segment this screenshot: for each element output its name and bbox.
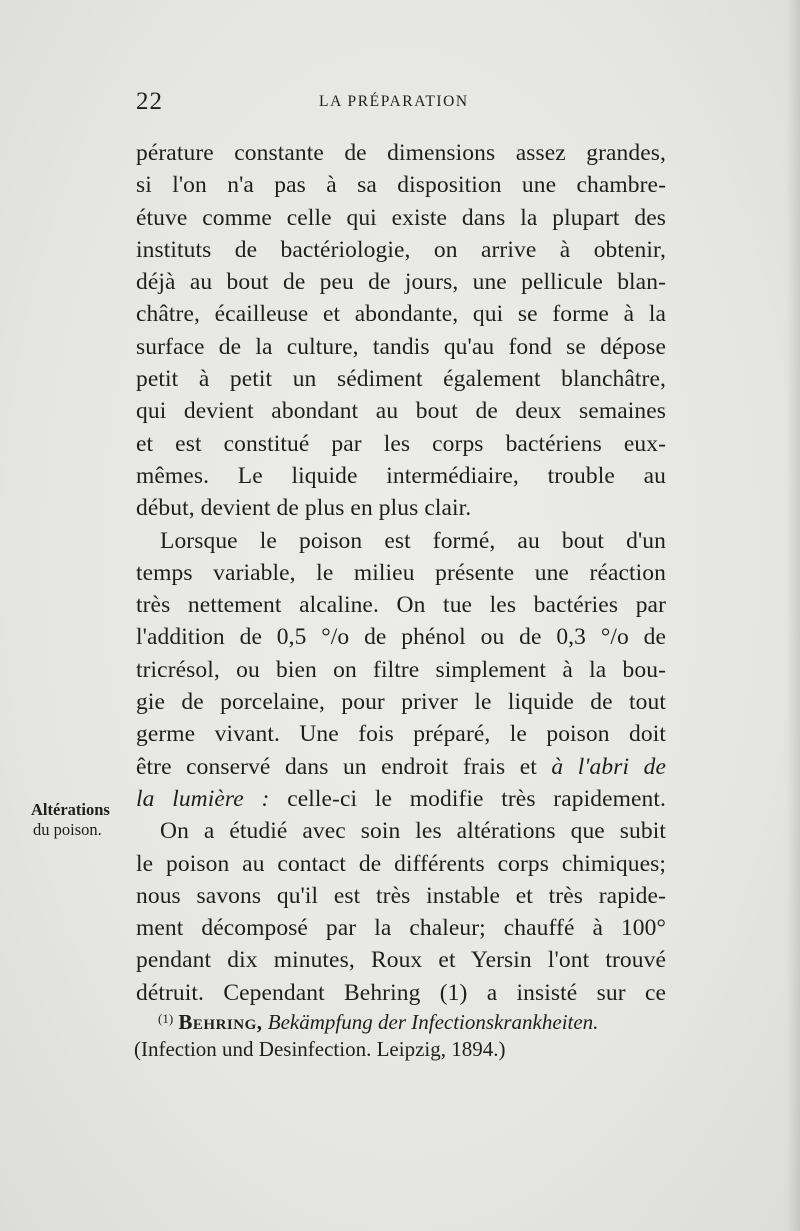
text-line: nous savons qu'il est très instable et très rapide-	[136, 882, 666, 909]
text-line: petit à petit un sédiment également blanchâtre,	[136, 366, 666, 393]
text-line: ment décomposé par la chaleur; chauffé à 100°	[136, 915, 666, 942]
text-line: instituts de bactériologie, on arrive à obtenir,	[136, 236, 666, 263]
text-line: temps variable, le milieu présente une réaction	[136, 559, 666, 586]
italic-phrase: la lumière :	[136, 785, 270, 812]
text-line: très nettement alcaline. On tue les bactéries par	[136, 592, 666, 619]
text-line: le poison au contact de différents corps chimiques;	[136, 850, 666, 877]
text-line: On a étudié avec soin les altérations que subit	[160, 818, 666, 845]
italic-phrase: à l'abri de	[551, 753, 666, 780]
footnote-line	[134, 1004, 668, 1034]
text-line: tricrésol, ou bien on filtre simplement à la bou-	[136, 656, 666, 683]
text-line: déjà au bout de peu de jours, une pellicule blan-	[136, 269, 666, 296]
text-line: si l'on n'a pas à sa disposition une chambre-	[136, 172, 666, 199]
text-line: pérature constante de dimensions assez grandes,	[136, 140, 666, 166]
text-line: l'addition de 0,5 °/o de phénol ou de 0,3 °/o de	[136, 624, 666, 651]
footnote-line: (Infection und Desinfection. Leipzig, 1894.)	[134, 1037, 506, 1061]
text-line: début, devient de plus en plus clair.	[136, 495, 472, 522]
running-title: LA PRÉPARATION	[319, 93, 469, 110]
text-segment: être conservé dans un endroit frais et	[136, 753, 552, 780]
text-line: germe vivant. Une fois préparé, le poison doit	[136, 721, 666, 748]
text-line: pendant dix minutes, Roux et Yersin l'ont trouvé	[136, 947, 666, 974]
text-line: qui devient abondant au bout de deux semaines	[136, 398, 666, 425]
page-edge-shadow	[786, 0, 800, 1231]
margin-note-line: Altérations	[31, 800, 110, 819]
footnote-title: Bekämpfung der Infectionskrankheiten.	[267, 1010, 599, 1034]
text-line: mêmes. Le liquide intermédiaire, trouble au	[136, 462, 666, 489]
footnote-marker: (1)	[158, 1011, 174, 1026]
footnote-author: Behring,	[178, 1010, 263, 1034]
text-line: surface de la culture, tandis qu'au fond se dépose	[136, 333, 666, 360]
text-segment: celle-ci le modifie très rapidement.	[269, 785, 666, 812]
text-line: Lorsque le poison est formé, au bout d'un	[160, 527, 666, 554]
body-text	[136, 137, 666, 1009]
text-line	[136, 783, 666, 815]
footnote	[134, 1004, 668, 1064]
margin-note-line: du poison.	[33, 820, 102, 839]
page-number: 22	[136, 88, 163, 115]
running-head	[136, 88, 666, 118]
text-line	[136, 751, 666, 783]
text-line: gie de porcelaine, pour priver le liquide de tout	[136, 689, 666, 716]
text-line: châtre, écailleuse et abondante, qui se forme à la	[136, 301, 666, 328]
text-line: détruit. Cependant Behring (1) a insisté sur ce	[136, 979, 666, 1006]
margin-note	[31, 800, 131, 840]
text-line: étuve comme celle qui existe dans la plupart des	[136, 204, 666, 231]
text-line: et est constitué par les corps bactériens eux-	[136, 430, 666, 457]
